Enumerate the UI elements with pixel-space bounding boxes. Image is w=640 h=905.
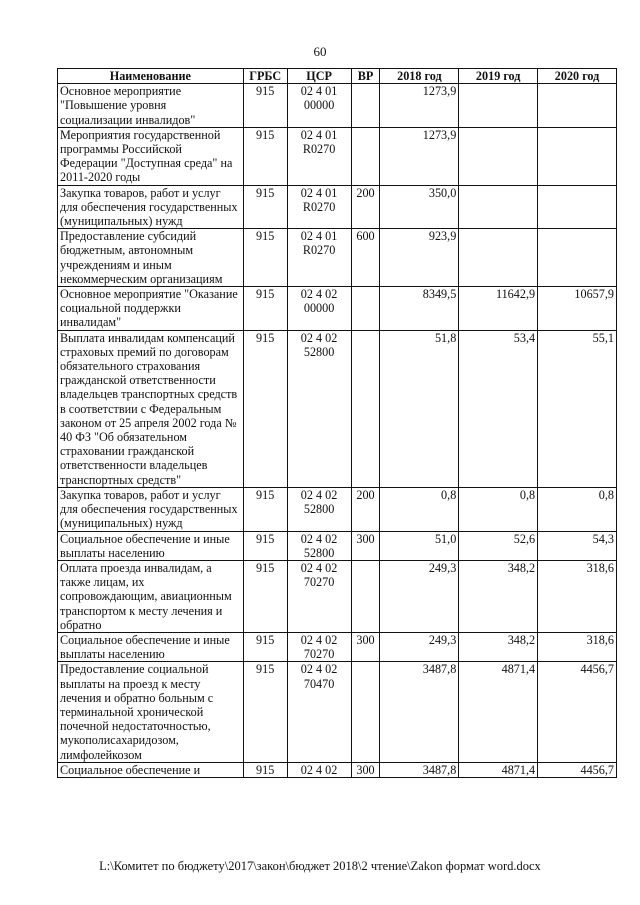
cell-grbs: 915 bbox=[243, 531, 287, 560]
table-row bbox=[58, 330, 617, 487]
cell-grbs: 915 bbox=[243, 330, 287, 487]
cell-name: Выплата инвалидам компенсаций страховых премий по договорам обязательного страхования гражданской ответственности владельцев транспортных средств в соответствии с Федеральным законом от 25 апреля 2002 года № 40 ФЗ "Об обязательном страховании гражданской ответственности владельцев транспортных средств" bbox=[58, 330, 244, 487]
cell-2018: 249,3 bbox=[380, 560, 459, 632]
cell-vr: 300 bbox=[351, 762, 380, 777]
cell-grbs: 915 bbox=[243, 127, 287, 185]
cell-2019 bbox=[459, 229, 538, 287]
cell-vr: 200 bbox=[351, 185, 380, 229]
cell-csr: 02 4 01 R0270 bbox=[287, 185, 351, 229]
cell-2018: 3487,8 bbox=[380, 662, 459, 762]
footer-file-path: L:\Комитет по бюджету\2017\закон\бюджет 2018\2 чтение\Zakon формат word.docx bbox=[99, 859, 541, 873]
cell-csr: 02 4 02 bbox=[287, 762, 351, 777]
cell-2018: 3487,8 bbox=[380, 762, 459, 777]
cell-grbs: 915 bbox=[243, 662, 287, 762]
table-row bbox=[58, 632, 617, 661]
cell-vr bbox=[351, 84, 380, 128]
cell-2020 bbox=[538, 185, 617, 229]
cell-vr bbox=[351, 287, 380, 331]
table-row bbox=[58, 287, 617, 331]
table-row bbox=[58, 127, 617, 185]
column-header-2018: 2018 год bbox=[380, 69, 459, 84]
cell-csr: 02 4 01 00000 bbox=[287, 84, 351, 128]
cell-name: Предоставление субсидий бюджетным, автономным учреждениям и иным некоммерческим организациям bbox=[58, 229, 244, 287]
cell-name: Социальное обеспечение и иные выплаты населению bbox=[58, 632, 244, 661]
cell-vr: 200 bbox=[351, 487, 380, 531]
cell-grbs: 915 bbox=[243, 84, 287, 128]
cell-2018: 249,3 bbox=[380, 632, 459, 661]
cell-name: Основное мероприятие "Повышение уровня социализации инвалидов" bbox=[58, 84, 244, 128]
table-header-row bbox=[58, 69, 617, 84]
cell-2020: 4456,7 bbox=[538, 662, 617, 762]
column-header-2019: 2019 год bbox=[459, 69, 538, 84]
table-row bbox=[58, 662, 617, 762]
column-header-2020: 2020 год bbox=[538, 69, 617, 84]
cell-name: Предоставление социальной выплаты на проезд к месту лечения и обратно больным с терминальной хронической почечной недостаточностью, мукополисахаридозом, лимфолейкозом bbox=[58, 662, 244, 762]
cell-grbs: 915 bbox=[243, 632, 287, 661]
cell-grbs: 915 bbox=[243, 287, 287, 331]
cell-2020 bbox=[538, 229, 617, 287]
cell-2019 bbox=[459, 127, 538, 185]
cell-vr bbox=[351, 560, 380, 632]
cell-2018: 923,9 bbox=[380, 229, 459, 287]
cell-2019: 4871,4 bbox=[459, 762, 538, 777]
cell-vr bbox=[351, 127, 380, 185]
cell-2020 bbox=[538, 127, 617, 185]
cell-name: Оплата проезда инвалидам, а также лицам, их сопровождающим, авиационным транспортом к месту лечения и обратно bbox=[58, 560, 244, 632]
cell-2019: 0,8 bbox=[459, 487, 538, 531]
cell-2020: 318,6 bbox=[538, 632, 617, 661]
cell-vr bbox=[351, 662, 380, 762]
cell-2019: 52,6 bbox=[459, 531, 538, 560]
page-number: 60 bbox=[313, 44, 327, 59]
cell-2019: 53,4 bbox=[459, 330, 538, 487]
cell-2019: 4871,4 bbox=[459, 662, 538, 762]
cell-2019: 348,2 bbox=[459, 560, 538, 632]
cell-name: Закупка товаров, работ и услуг для обеспечения государственных (муниципальных) нужд bbox=[58, 185, 244, 229]
cell-grbs: 915 bbox=[243, 185, 287, 229]
cell-2019: 11642,9 bbox=[459, 287, 538, 331]
cell-2020: 0,8 bbox=[538, 487, 617, 531]
cell-vr: 300 bbox=[351, 531, 380, 560]
cell-csr: 02 4 02 52800 bbox=[287, 487, 351, 531]
table-row bbox=[58, 560, 617, 632]
cell-grbs: 915 bbox=[243, 487, 287, 531]
cell-vr: 600 bbox=[351, 229, 380, 287]
cell-2020: 4456,7 bbox=[538, 762, 617, 777]
cell-2020: 54,3 bbox=[538, 531, 617, 560]
cell-csr: 02 4 02 70270 bbox=[287, 560, 351, 632]
column-header-grbs: ГРБС bbox=[243, 69, 287, 84]
cell-2018: 0,8 bbox=[380, 487, 459, 531]
cell-2018: 1273,9 bbox=[380, 84, 459, 128]
cell-2018: 51,8 bbox=[380, 330, 459, 487]
table-row bbox=[58, 84, 617, 128]
cell-vr bbox=[351, 330, 380, 487]
cell-2020: 10657,9 bbox=[538, 287, 617, 331]
cell-2019: 348,2 bbox=[459, 632, 538, 661]
cell-2019 bbox=[459, 84, 538, 128]
cell-name: Основное мероприятие "Оказание социальной поддержки инвалидам" bbox=[58, 287, 244, 331]
cell-2018: 350,0 bbox=[380, 185, 459, 229]
cell-csr: 02 4 02 00000 bbox=[287, 287, 351, 331]
cell-grbs: 915 bbox=[243, 229, 287, 287]
cell-csr: 02 4 01 R0270 bbox=[287, 229, 351, 287]
column-header-name: Наименование bbox=[58, 69, 244, 84]
table-row bbox=[58, 229, 617, 287]
cell-vr: 300 bbox=[351, 632, 380, 661]
cell-name: Социальное обеспечение и иные выплаты населению bbox=[58, 531, 244, 560]
cell-name: Закупка товаров, работ и услуг для обеспечения государственных (муниципальных) нужд bbox=[58, 487, 244, 531]
table-row bbox=[58, 185, 617, 229]
table-row bbox=[58, 487, 617, 531]
cell-2020: 55,1 bbox=[538, 330, 617, 487]
table-row bbox=[58, 762, 617, 777]
cell-2020 bbox=[538, 84, 617, 128]
cell-2020: 318,6 bbox=[538, 560, 617, 632]
cell-2019 bbox=[459, 185, 538, 229]
column-header-csr: ЦСР bbox=[287, 69, 351, 84]
cell-2018: 51,0 bbox=[380, 531, 459, 560]
column-header-vr: ВР bbox=[351, 69, 380, 84]
cell-grbs: 915 bbox=[243, 560, 287, 632]
cell-name: Мероприятия государственной программы Российской Федерации "Доступная среда" на 2011-2020 годы bbox=[58, 127, 244, 185]
cell-csr: 02 4 02 70270 bbox=[287, 632, 351, 661]
cell-2018: 8349,5 bbox=[380, 287, 459, 331]
cell-csr: 02 4 01 R0270 bbox=[287, 127, 351, 185]
budget-table bbox=[57, 68, 617, 778]
cell-csr: 02 4 02 52800 bbox=[287, 330, 351, 487]
table-row bbox=[58, 531, 617, 560]
cell-csr: 02 4 02 52800 bbox=[287, 531, 351, 560]
cell-name: Социальное обеспечение и bbox=[58, 762, 244, 777]
cell-csr: 02 4 02 70470 bbox=[287, 662, 351, 762]
cell-2018: 1273,9 bbox=[380, 127, 459, 185]
cell-grbs: 915 bbox=[243, 762, 287, 777]
